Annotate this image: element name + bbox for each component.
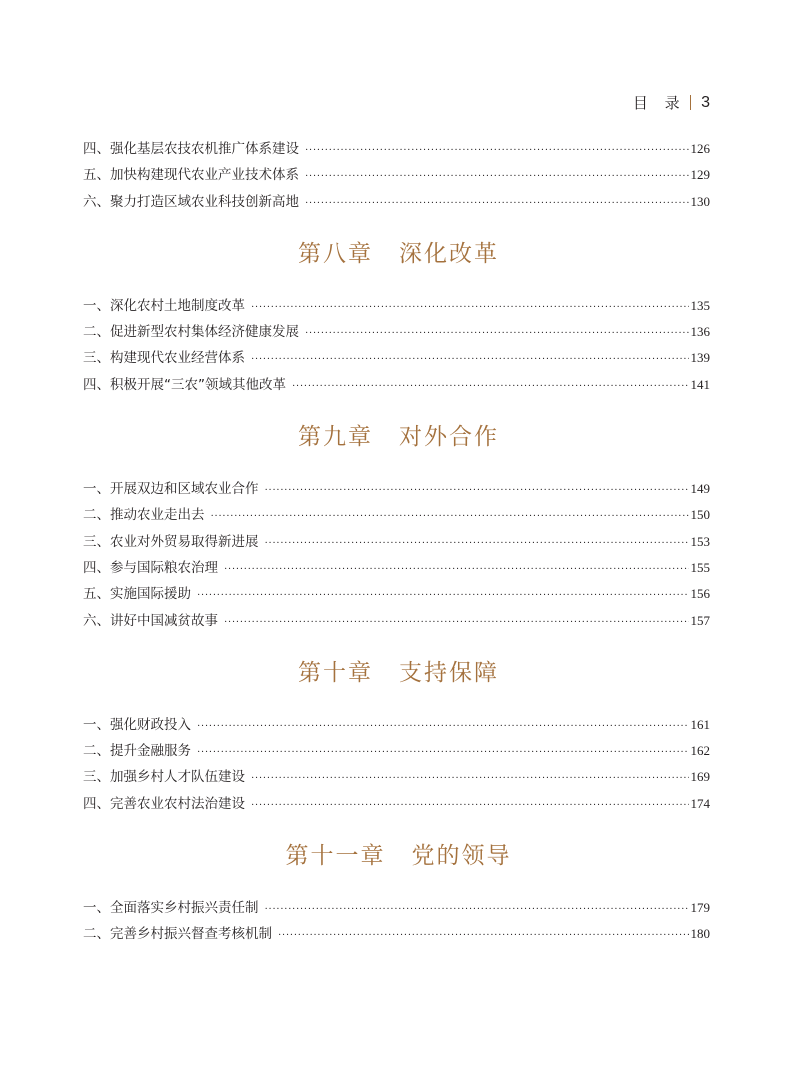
- toc-entry-page: 169: [690, 769, 710, 785]
- toc-entry-label: 二、促进新型农村集体经济健康发展: [83, 324, 299, 341]
- page-header: [633, 92, 710, 113]
- dot-leader: [251, 295, 689, 321]
- toc-entry[interactable]: [83, 372, 710, 398]
- dot-leader: [278, 923, 689, 949]
- dot-leader: [251, 766, 689, 792]
- chapter-number: 第十章: [298, 659, 373, 686]
- toc-entry-label: 四、完善农业农村法治建设: [83, 795, 245, 812]
- toc-entry-label: 四、参与国际粮农治理: [83, 559, 218, 576]
- toc-entry-label: 一、全面落实乡村振兴责任制: [83, 900, 259, 917]
- toc-entry[interactable]: [83, 476, 710, 502]
- dot-leader: [197, 583, 689, 609]
- toc-entry-page: 129: [690, 167, 710, 183]
- toc-entry-label: 二、推动农业走出去: [83, 507, 205, 524]
- dot-leader: [224, 610, 689, 636]
- toc-entry-page: 156: [690, 586, 710, 602]
- dot-leader: [224, 557, 689, 583]
- chapter-number: 第八章: [298, 240, 373, 267]
- toc-entry[interactable]: [83, 502, 710, 528]
- chapter-heading: [87, 215, 710, 293]
- toc-entry-page: 155: [690, 559, 710, 575]
- toc-entry[interactable]: [83, 791, 710, 817]
- dot-leader: [265, 897, 689, 923]
- dot-leader: [305, 191, 689, 217]
- chapter-number: 第十一章: [285, 843, 386, 870]
- toc-entry-label: 二、完善乡村振兴督查考核机制: [83, 926, 272, 943]
- chapter-title: 对外合作: [399, 424, 499, 451]
- toc-entry[interactable]: [83, 189, 710, 215]
- toc-entry[interactable]: [83, 162, 710, 188]
- page-number: 3: [701, 93, 710, 111]
- toc-entry[interactable]: [83, 895, 710, 921]
- toc-entry-label: 四、强化基层农技农机推广体系建设: [83, 141, 299, 157]
- toc-entry-label: 二、提升金融服务: [83, 743, 191, 760]
- toc-entry[interactable]: [83, 555, 710, 581]
- toc-entry-page: 135: [690, 297, 710, 313]
- dot-leader: [305, 138, 689, 164]
- dot-leader: [265, 478, 689, 504]
- toc-entry-page: 136: [690, 324, 710, 340]
- toc-entry[interactable]: [83, 293, 710, 319]
- toc-entry-label: 六、讲好中国减贫故事: [83, 612, 218, 629]
- dot-leader: [292, 374, 689, 400]
- toc-entry-page: 161: [690, 716, 710, 732]
- dot-leader: [211, 504, 689, 530]
- toc-entry-page: 162: [690, 743, 710, 759]
- toc-entry-label: 五、加快构建现代农业产业技术体系: [83, 167, 299, 184]
- dot-leader: [251, 793, 689, 819]
- toc-entry-page: 130: [690, 193, 710, 209]
- dot-leader: [251, 347, 689, 373]
- toc-entry-label: 三、农业对外贸易取得新进展: [83, 533, 259, 550]
- toc-entry-label: 六、聚力打造区域农业科技创新高地: [83, 193, 299, 210]
- chapter-title: 深化改革: [399, 240, 499, 267]
- dot-leader: [265, 531, 689, 557]
- toc-entry-label: 五、实施国际援助: [83, 586, 191, 603]
- toc-entry-label: 四、积极开展“三农”领域其他改革: [83, 376, 286, 393]
- toc-entry-page: 157: [690, 612, 710, 628]
- chapter-heading: [87, 634, 710, 712]
- dot-leader: [305, 164, 689, 190]
- toc-entry[interactable]: [83, 581, 710, 607]
- toc-entry[interactable]: [83, 319, 710, 345]
- chapter-number: 第九章: [298, 424, 373, 451]
- toc-entry[interactable]: [83, 529, 710, 555]
- chapter-heading: [87, 817, 710, 895]
- toc-entry[interactable]: [83, 738, 710, 764]
- toc-entry-page: 180: [690, 926, 710, 942]
- toc-entry-page: 139: [690, 350, 710, 366]
- chapter-title: 党的领导: [411, 843, 512, 870]
- toc-entry-label: 三、加强乡村人才队伍建设: [83, 769, 245, 786]
- dot-leader: [197, 740, 689, 766]
- toc-entry-page: 153: [690, 533, 710, 549]
- toc-entry-page: 174: [690, 795, 710, 811]
- toc-entry-page: 150: [690, 507, 710, 523]
- toc-entry-label: 三、构建现代农业经营体系: [83, 350, 245, 367]
- toc-entry-label: 一、强化财政投入: [83, 716, 191, 733]
- header-title: 目 录: [632, 94, 686, 112]
- header-divider: [690, 95, 692, 110]
- chapter-heading: [87, 398, 710, 476]
- toc-entry-page: 141: [690, 376, 710, 392]
- toc-entry[interactable]: [83, 921, 710, 947]
- toc-entry-label: 一、深化农村土地制度改革: [83, 297, 245, 314]
- toc-entry[interactable]: [83, 136, 710, 162]
- toc-entry[interactable]: [83, 712, 710, 738]
- toc-entry-page: 149: [690, 481, 710, 497]
- table-of-contents: [83, 136, 710, 948]
- toc-entry-label: 一、开展双边和区域农业合作: [83, 481, 259, 498]
- toc-entry[interactable]: [83, 345, 710, 371]
- chapter-title: 支持保障: [399, 659, 499, 686]
- dot-leader: [305, 321, 689, 347]
- dot-leader: [197, 714, 689, 740]
- toc-entry-page: 126: [690, 141, 710, 156]
- toc-entry[interactable]: [83, 608, 710, 634]
- toc-entry-page: 179: [690, 900, 710, 916]
- toc-entry[interactable]: [83, 764, 710, 790]
